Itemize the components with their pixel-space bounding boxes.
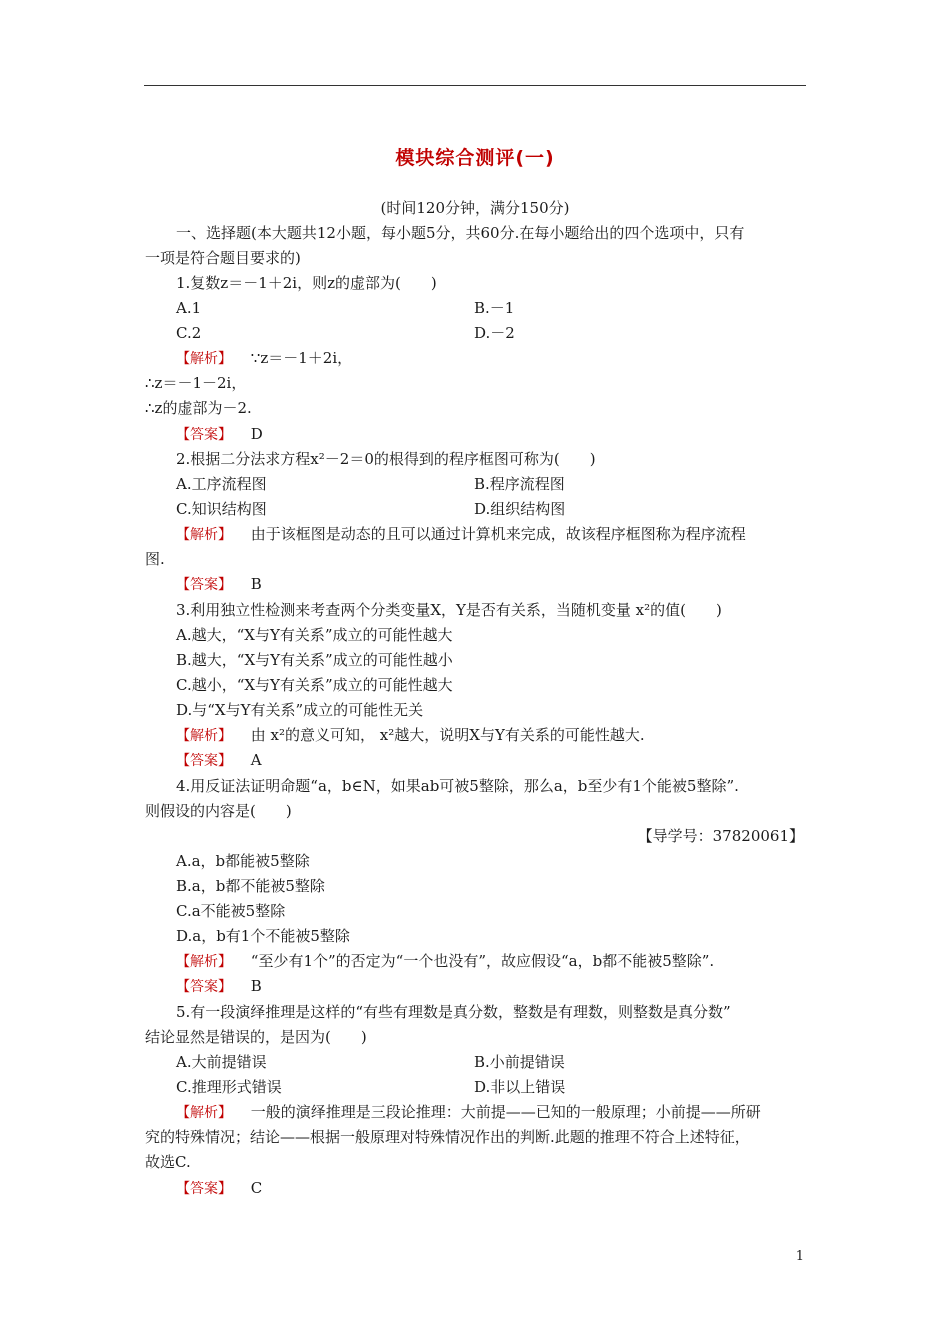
section-intro-line-2: 一项是符合题目要求的) xyxy=(145,249,301,267)
q2-stem: 2.根据二分法求方程x²－2＝0的根得到的程序框图可称为( ) xyxy=(176,450,596,468)
q1-option-c: C.2 xyxy=(176,324,202,342)
q3-option-c: C.越小，“X与Y有关系”成立的可能性越大 xyxy=(176,676,453,694)
q5-stem-2: 结论显然是错误的，是因为( ) xyxy=(145,1028,367,1046)
q3-analysis xyxy=(176,725,645,746)
q4-answer-value: B xyxy=(250,977,262,995)
q5-option-c: C.推理形式错误 xyxy=(176,1078,282,1096)
subtitle: (时间120分钟，满分150分) xyxy=(380,199,570,217)
q2-analysis-text-1: 由于该框图是动态的且可以通过计算机来完成，故该程序框图称为程序流程 xyxy=(250,525,746,543)
q2-option-d: D.组织结构图 xyxy=(474,500,566,518)
analysis-tag: 【解析】 xyxy=(176,527,232,543)
q2-option-a: A.工序流程图 xyxy=(176,475,267,493)
q5-option-a: A.大前提错误 xyxy=(176,1053,267,1071)
analysis-tag: 【解析】 xyxy=(176,351,232,367)
q3-analysis-text-1: 由 x²的意义可知， x²越大，说明X与Y有关系的可能性越大. xyxy=(250,726,645,744)
q3-option-d: D.与“X与Y有关系”成立的可能性无关 xyxy=(176,701,424,719)
analysis-tag: 【解析】 xyxy=(176,728,232,744)
q4-analysis xyxy=(176,951,714,972)
q1-stem: 1.复数z＝－1＋2i，则z的虚部为( ) xyxy=(176,274,437,292)
header-rule xyxy=(144,85,806,86)
answer-tag: 【答案】 xyxy=(176,753,232,769)
q1-analysis xyxy=(176,348,352,369)
q1-answer xyxy=(176,424,263,445)
q1-analysis-text-1: ∵z＝－1＋2i， xyxy=(250,349,353,367)
q2-analysis xyxy=(176,524,746,545)
page-number: 1 xyxy=(795,1249,804,1264)
q5-analysis-text-3: 故选C. xyxy=(145,1153,191,1171)
q1-answer-value: D xyxy=(250,425,263,443)
q5-analysis-text-2: 究的特殊情况；结论——根据一般原理对特殊情况作出的判断.此题的推理不符合上述特征， xyxy=(145,1128,750,1146)
q2-analysis-text-2: 图. xyxy=(145,550,165,568)
q4-stem-2: 则假设的内容是( ) xyxy=(145,802,292,820)
q5-answer xyxy=(176,1178,262,1199)
q1-option-d: D.－2 xyxy=(474,324,515,342)
q4-option-c: C.a不能被5整除 xyxy=(176,902,286,920)
q3-option-a: A.越大，“X与Y有关系”成立的可能性越大 xyxy=(176,626,453,644)
q5-analysis xyxy=(176,1102,761,1123)
analysis-tag: 【解析】 xyxy=(176,1105,232,1121)
q4-analysis-text-1: “至少有1个”的否定为“一个也没有”，故应假设“a，b都不能被5整除”. xyxy=(250,952,715,970)
q1-analysis-text-3: ∴z的虚部为－2. xyxy=(145,399,252,417)
answer-tag: 【答案】 xyxy=(176,979,232,995)
document-title: 模块综合测评(一) xyxy=(395,147,555,169)
analysis-tag: 【解析】 xyxy=(176,954,232,970)
q2-answer-value: B xyxy=(250,575,262,593)
q4-guide-number: 【导学号：37820061】 xyxy=(637,827,804,845)
answer-tag: 【答案】 xyxy=(176,1181,232,1197)
q2-answer xyxy=(176,574,262,595)
q5-option-d: D.非以上错误 xyxy=(474,1078,566,1096)
q3-stem: 3.利用独立性检测来考查两个分类变量X，Y是否有关系，当随机变量 x²的值( ) xyxy=(176,601,722,619)
q4-option-a: A.a，b都能被5整除 xyxy=(176,852,310,870)
q4-answer xyxy=(176,976,262,997)
answer-tag: 【答案】 xyxy=(176,427,232,443)
q5-option-b: B.小前提错误 xyxy=(474,1053,565,1071)
q5-analysis-text-1: 一般的演绎推理是三段论推理：大前提——已知的一般原理；小前提——所研 xyxy=(250,1103,761,1121)
q4-option-d: D.a，b有1个不能被5整除 xyxy=(176,927,350,945)
q1-analysis-text-2: ∴z＝－1－2i， xyxy=(145,374,247,392)
q5-stem-1: 5.有一段演绎推理是这样的“有些有理数是真分数，整数是有理数，则整数是真分数” xyxy=(176,1003,731,1021)
q3-answer xyxy=(176,750,262,771)
q4-option-b: B.a，b都不能被5整除 xyxy=(176,877,325,895)
answer-tag: 【答案】 xyxy=(176,577,232,593)
q1-option-b: B.－1 xyxy=(474,299,515,317)
q3-option-b: B.越大，“X与Y有关系”成立的可能性越小 xyxy=(176,651,453,669)
section-intro-line-1: 一、选择题(本大题共12小题，每小题5分，共60分.在每小题给出的四个选项中，只有 xyxy=(176,224,745,242)
q3-answer-value: A xyxy=(250,751,262,769)
q5-answer-value: C xyxy=(250,1179,263,1197)
q1-option-a: A.1 xyxy=(176,299,202,317)
q2-option-b: B.程序流程图 xyxy=(474,475,565,493)
q4-stem-1: 4.用反证法证明命题“a，b∈N，如果ab可被5整除，那么a，b至少有1个能被5整除”. xyxy=(176,777,739,795)
q2-option-c: C.知识结构图 xyxy=(176,500,267,518)
